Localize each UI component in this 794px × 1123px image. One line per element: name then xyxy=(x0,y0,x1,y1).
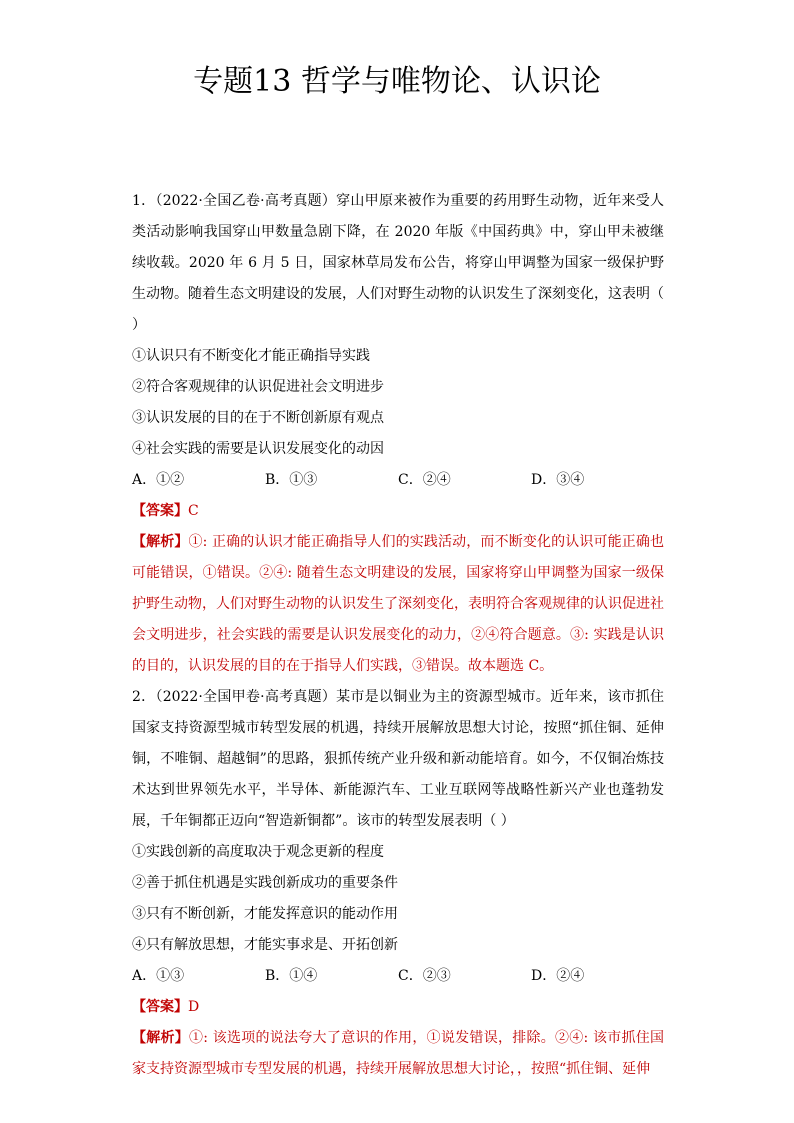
choice-c: C．②④ xyxy=(398,472,451,488)
page-title: 专题13 哲学与唯物论、认识论 xyxy=(193,64,601,99)
question-1-option-2: ②符合客观规律的认识促进社会文明进步 xyxy=(132,379,384,395)
choice-a: A．①③ xyxy=(132,968,185,984)
question-2-analysis xyxy=(132,1023,664,1085)
choice-d: D．②④ xyxy=(531,968,585,984)
question-1-option-4: ④社会实践的需要是认识发展变化的动因 xyxy=(132,441,384,457)
choice-a: A．①② xyxy=(132,472,185,488)
question-2-option-2: ②善于抓住机遇是实践创新成功的重要条件 xyxy=(132,875,398,891)
question-2-stem: 2．（2022·全国甲卷·高考真题）某市是以铜业为主的资源型城市。近年来，该市抓住国家支持资源型城市转型发展的机遇，持续开展解放思想大讨论，按照“抓住铜、延伸铜，不唯铜、超越铜”的思路，狠抓传统产业升级和新动能培育。如今，不仅铜冶炼技术达到世界领先水平，半导体、新能源汽车、工业互联网等战略性新兴产业也蓬勃发展，千年铜都正迈向“智造新铜都”。该市的转型发展表明（ ） xyxy=(132,689,664,829)
answer-label: 【答案】 xyxy=(132,503,188,519)
analysis-label: 【解析】 xyxy=(132,1030,190,1046)
question-1-analysis xyxy=(132,527,664,682)
analysis-text: ①: 正确的认识才能正确指导人们的实践活动，而不断变化的认识可能正确也可能错误，①错误。②④: 随着生态文明建设的发展，国家将穿山甲调整为国家一级保护野生动物，人们对野生动物的认识发生了深刻变化，表明符合客观规律的认识促进社会文明进步，社会实践的需要是认识发展变化的动力，②④符合题意。③: 实践是认识的目的，认识发展的目的在于指导人们实践，③错误。故本题选 C。 xyxy=(132,534,665,674)
choice-b: B．①④ xyxy=(265,968,318,984)
question-1-choices xyxy=(132,465,664,496)
question-1-option-3: ③认识发展的目的在于不断创新原有观点 xyxy=(132,410,384,426)
question-2-option-4: ④只有解放思想，才能实事求是、开拓创新 xyxy=(132,937,398,953)
choice-b: B．①③ xyxy=(265,472,318,488)
question-2-answer xyxy=(132,992,664,1023)
analysis-label: 【解析】 xyxy=(132,534,189,550)
question-1-answer xyxy=(132,496,664,527)
analysis-text: ①: 该选项的说法夸大了意识的作用，①说发错误，排除。②④: 该市抓住国家支持资源型城市专型发展的机遇，持续开展解放思想大讨论，，按照“抓住铜、延伸 xyxy=(132,1030,664,1077)
answer-value: D xyxy=(188,999,200,1015)
question-1-stem: 1．（2022·全国乙卷·高考真题）穿山甲原来被作为重要的药用野生动物，近年来受人类活动影响我国穿山甲数量急剧下降，在 2020 年版《中国药典》中，穿山甲未被继续收载。2020 年 6 月 5 日，国家林草局发布公告，将穿山甲调整为国家一级保护野生动物。随着生态文明建设的发展，人们对野生动物的认识发生了深刻变化，这表明（ ） xyxy=(132,193,664,333)
answer-label: 【答案】 xyxy=(132,999,188,1015)
question-2-choices xyxy=(132,961,664,992)
answer-value: C xyxy=(188,503,199,519)
choice-d: D．③④ xyxy=(531,472,585,488)
question-2-option-3: ③只有不断创新，才能发挥意识的能动作用 xyxy=(132,906,398,922)
question-2-option-1: ①实践创新的高度取决于观念更新的程度 xyxy=(132,844,384,860)
question-1-option-1: ①认识只有不断变化才能正确指导实践 xyxy=(132,348,370,364)
content-body xyxy=(132,186,664,1085)
choice-c: C．②③ xyxy=(398,968,451,984)
